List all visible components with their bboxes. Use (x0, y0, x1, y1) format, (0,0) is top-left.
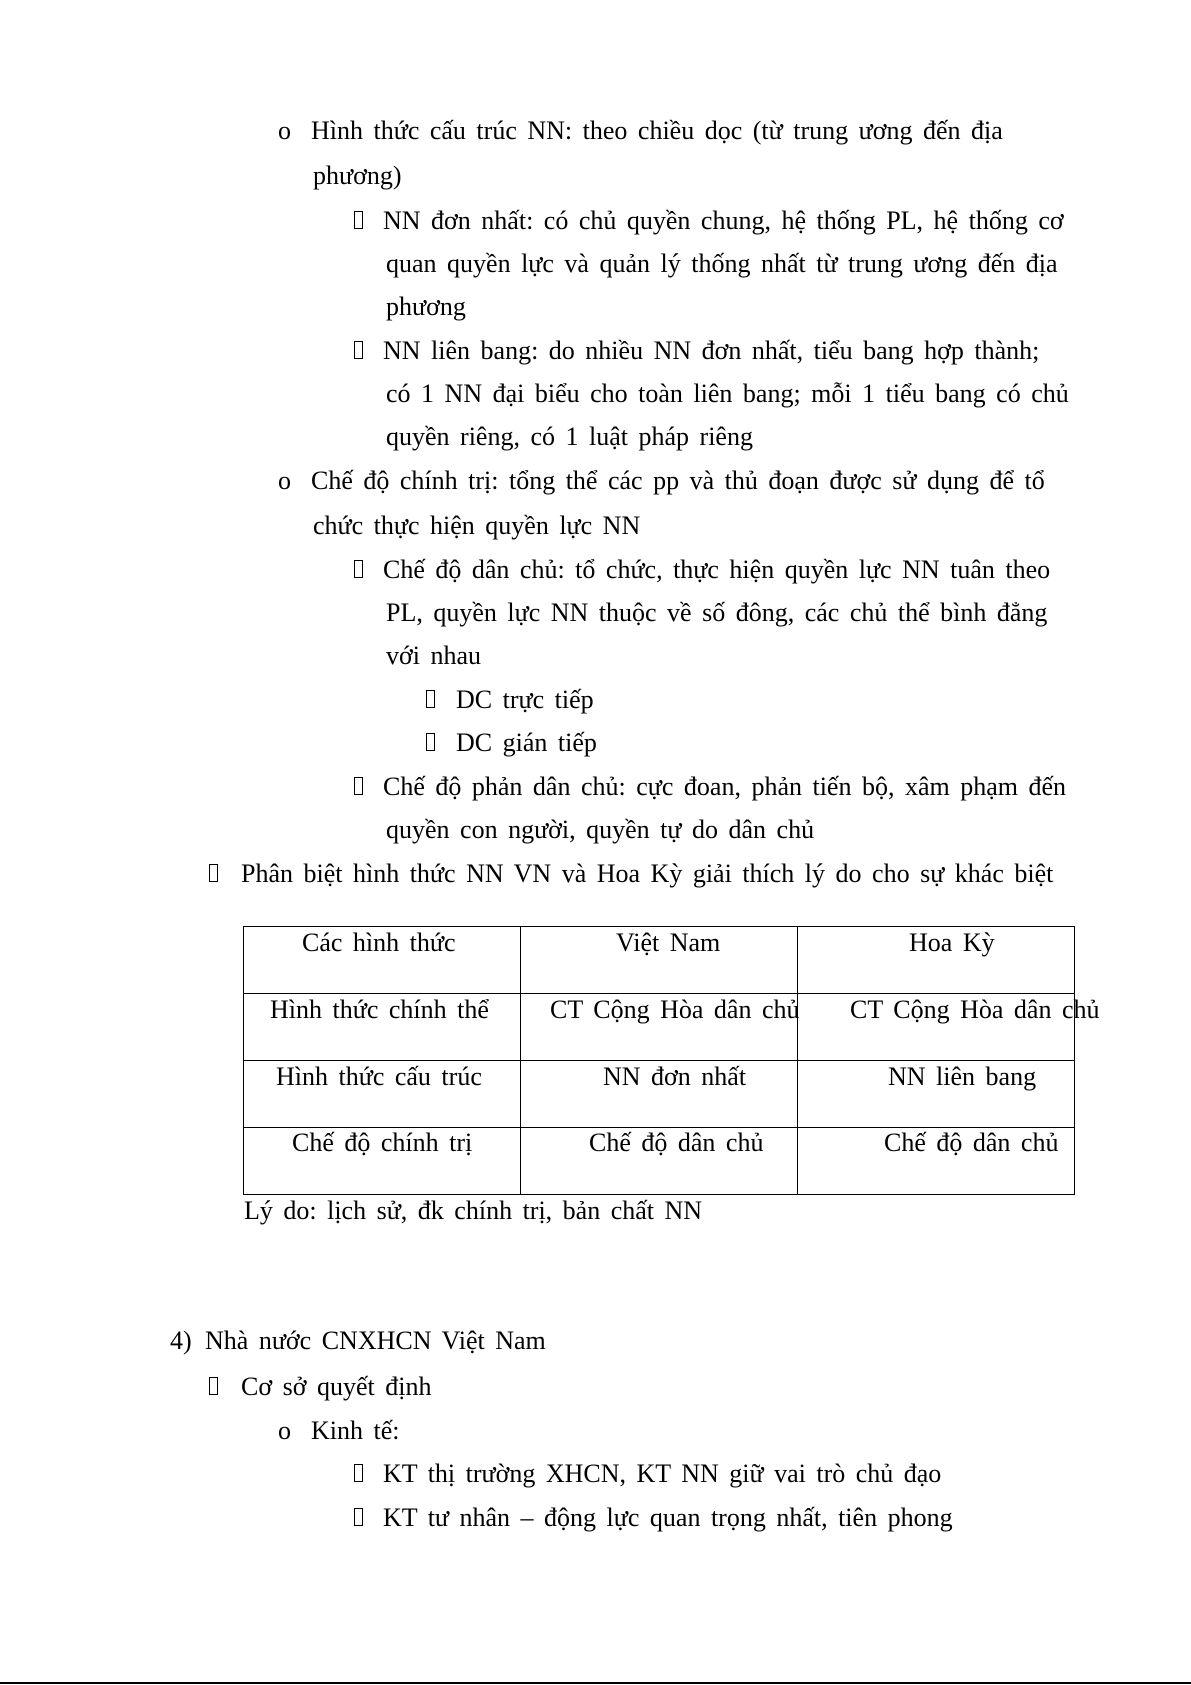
table-cell: NN đơn nhất (603, 1062, 747, 1091)
section-number: 4) (170, 1326, 192, 1355)
circle-bullet-marker: o (278, 1416, 291, 1445)
line-political-regime: Chế độ chính trị: tổng thể các pp và thủ đoạn được sử dụng để tổ (311, 466, 1045, 495)
table-cell: Chế độ dân chủ (589, 1128, 764, 1157)
line-political-regime-cont: chức thực hiện quyền lực NN (313, 511, 641, 540)
circle-bullet-marker: o (278, 466, 291, 495)
line-direct-democracy: DC trực tiếp (456, 685, 594, 714)
square-bullet-icon (354, 1508, 363, 1526)
page-bottom-rule (0, 1682, 1191, 1684)
line-federal-state-cont2: quyền riêng, có 1 luật pháp riêng (386, 422, 753, 451)
square-bullet-icon (354, 777, 363, 795)
line-structure-form-cont: phương) (313, 161, 402, 190)
line-economy: Kinh tế: (311, 1416, 400, 1445)
line-federal-state-cont: có 1 NN đại biểu cho toàn liên bang; mỗi 1 tiểu bang có chủ (386, 379, 1069, 408)
table-header-cell: Các hình thức (302, 928, 456, 957)
line-anti-democracy: Chế độ phản dân chủ: cực đoan, phản tiến bộ, xâm phạm đến (383, 772, 1067, 801)
square-bullet-icon (209, 864, 218, 882)
square-bullet-icon (354, 1464, 363, 1482)
table-cell: CT Cộng Hòa dân chủ (550, 995, 800, 1024)
square-bullet-icon (354, 560, 363, 578)
line-anti-democracy-cont: quyền con người, quyền tự do dân chủ (386, 815, 815, 844)
table-cell: CT Cộng Hòa dân chủ (850, 995, 1100, 1024)
line-decisive-basis: Cơ sở quyết định (241, 1372, 432, 1401)
square-bullet-icon (426, 690, 435, 708)
table-header-cell: Việt Nam (616, 928, 721, 957)
table-cell: Chế độ dân chủ (884, 1128, 1059, 1157)
line-democracy: Chế độ dân chủ: tổ chức, thực hiện quyền lực NN tuân theo (383, 555, 1051, 584)
line-unitary-state: NN đơn nhất: có chủ quyền chung, hệ thống PL, hệ thống cơ (383, 206, 1064, 235)
line-structure-form: Hình thức cấu trúc NN: theo chiều dọc (từ trung ương đến địa (311, 116, 1003, 145)
square-bullet-icon (354, 341, 363, 359)
table-header-cell: Hoa Kỳ (909, 928, 995, 957)
line-reason: Lý do: lịch sử, đk chính trị, bản chất NN (244, 1196, 703, 1225)
square-bullet-icon (354, 211, 363, 229)
line-private-economy: KT tư nhân – động lực quan trọng nhất, tiên phong (383, 1503, 953, 1532)
line-democracy-cont2: với nhau (386, 641, 482, 670)
line-federal-state: NN liên bang: do nhiều NN đơn nhất, tiểu bang hợp thành; (383, 336, 1040, 365)
line-unitary-state-cont2: phương (386, 292, 466, 321)
line-democracy-cont: PL, quyền lực NN thuộc về số đông, các chủ thể bình đẳng (386, 598, 1048, 627)
section-heading: Nhà nước CNXHCN Việt Nam (205, 1326, 546, 1355)
table-cell: Hình thức chính thể (270, 995, 489, 1024)
line-indirect-democracy: DC gián tiếp (456, 728, 597, 757)
line-market-economy: KT thị trường XHCN, KT NN giữ vai trò chủ đạo (383, 1459, 942, 1488)
square-bullet-icon (426, 733, 435, 751)
table-cell: Chế độ chính trị (292, 1128, 473, 1157)
square-bullet-icon (209, 1377, 218, 1395)
table-cell: NN liên bang (888, 1062, 1037, 1091)
line-unitary-state-cont: quan quyền lực và quản lý thống nhất từ trung ương đến địa (386, 249, 1058, 278)
line-compare-heading: Phân biệt hình thức NN VN và Hoa Kỳ giải thích lý do cho sự khác biệt (241, 859, 1054, 888)
circle-bullet-marker: o (278, 116, 291, 145)
table-cell: Hình thức cấu trúc (276, 1062, 482, 1091)
